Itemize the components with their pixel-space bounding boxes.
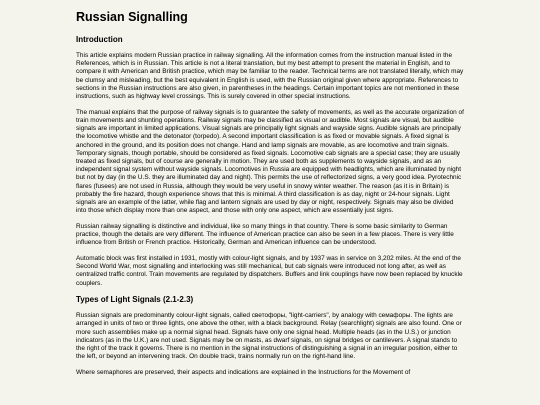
paragraph: This article explains modern Russian practice in railway signalling. All the information comes from the instruction manual listed in the References, which is in Russian. This article is not a literal translation, but my best attempt to present the material in English, and to compare it with American and British practice, which may be familiar to the reader. Technical terms are not translated literally, which may be clumsy and misleading, but the best equivalent in English is used, with the Russian original given where appropriate. References to sections in the Russian instructions are also given, in parentheses in the headings. Certain important topics are not mentioned in these instructions, such as highway level crossings. This is surely covered in other special instructions. [76,52,464,101]
section-heading-types-of-light-signals: Types of Light Signals (2.1-2.3) [76,295,194,305]
page-title: Russian Signalling [76,10,188,24]
paragraph: Automatic block was first installed in 1931, mostly with colour-light signals, and by 1937 was in service on 3,202 miles. At the end of the Second World War, most signalling and interlocking was still mechanical, but cab signals were introduced not long after, as well as centralized traffic control. Train movements are regulated by dispatchers. Buffers and link couplings have now been replaced by knuckle couplers. [76,254,463,287]
article [76,10,464,377]
paragraph: The manual explains that the purpose of railway signals is to guarantee the safety of movements, as well as the accurate organization of train movements and shunting operations. Railway signals may be classified as visual or audible. Most signals are visual, but audible signals are important in limited applications. Visual signals are principally light signals and wayside signs. Audible signals are principally the locomotive whistle and the detonator (torpedo). A second important classification is as fixed or movable signals. A fixed signal is anchored in the ground, and its position does not change. Hand and lamp signals are movable, as are locomotive and train signals. Temporary signals, though portable, should be considered as fixed signals. Locomotive cab signals are a special case; they are usually treated as fixed signals, but of course are generally in motion. They are used both as supplements to wayside signals, and as an independent signal system without wayside signals. Locomotives in Russia are equipped with headlights, which are illuminated by night but not by day (in the U.S. they are illuminated day and night). This permits the use of reflectorized signs, a very good idea. Pyrotechnic flares (fusees) are not used in Russia, although they would be very useful in snowy winter weather. The reason (as it is in Britain) is probably the fire hazard, though experience shows that this is minimal. A third classification is as day, night or 24-hour signals. Light signals are an example of the latter, while flag and lantern signals are used by day or night, respectively. Signals may also be divided into those which display more than one aspect, and those with only one aspect, which are essentially just signs. [76,108,464,215]
section-heading-introduction: Introduction [76,35,123,44]
paragraph: Russian railway signalling is distinctive and individual, like so many things in that country. There is some basic similarity to German practice, though the details are very different. The influence of American practice can also be seen in a few places. There is very little influence from British or French practice. Historically, German and American influence can be understood. [76,222,454,247]
paragraph: Russian signals are predominantly colour-light signals, called светофоры, "light-carriers", by analogy with семафоры. The lights are arranged in units of two or three lights, one above the other, with a black background. Relay (searchlight) signals are also found. One or more such assemblies make up a normal signal head. Signals have only one signal head. Multiple heads (as in the U.S.) or junction indicators (as in the U.K.) are not used. Signals may be on masts, as dwarf signals, on signal bridges or cantilevers. A signal stands to the right of the track it governs. There is no mention in the signal instructions of distinguishing a signal in an irregular position, either to the left, or beyond an intervening track. On double track, trains normally run on the right-hand line. [76,312,462,361]
paragraph: Where semaphores are preserved, their aspects and indications are explained in the Instructions for the Movement of [76,369,411,376]
